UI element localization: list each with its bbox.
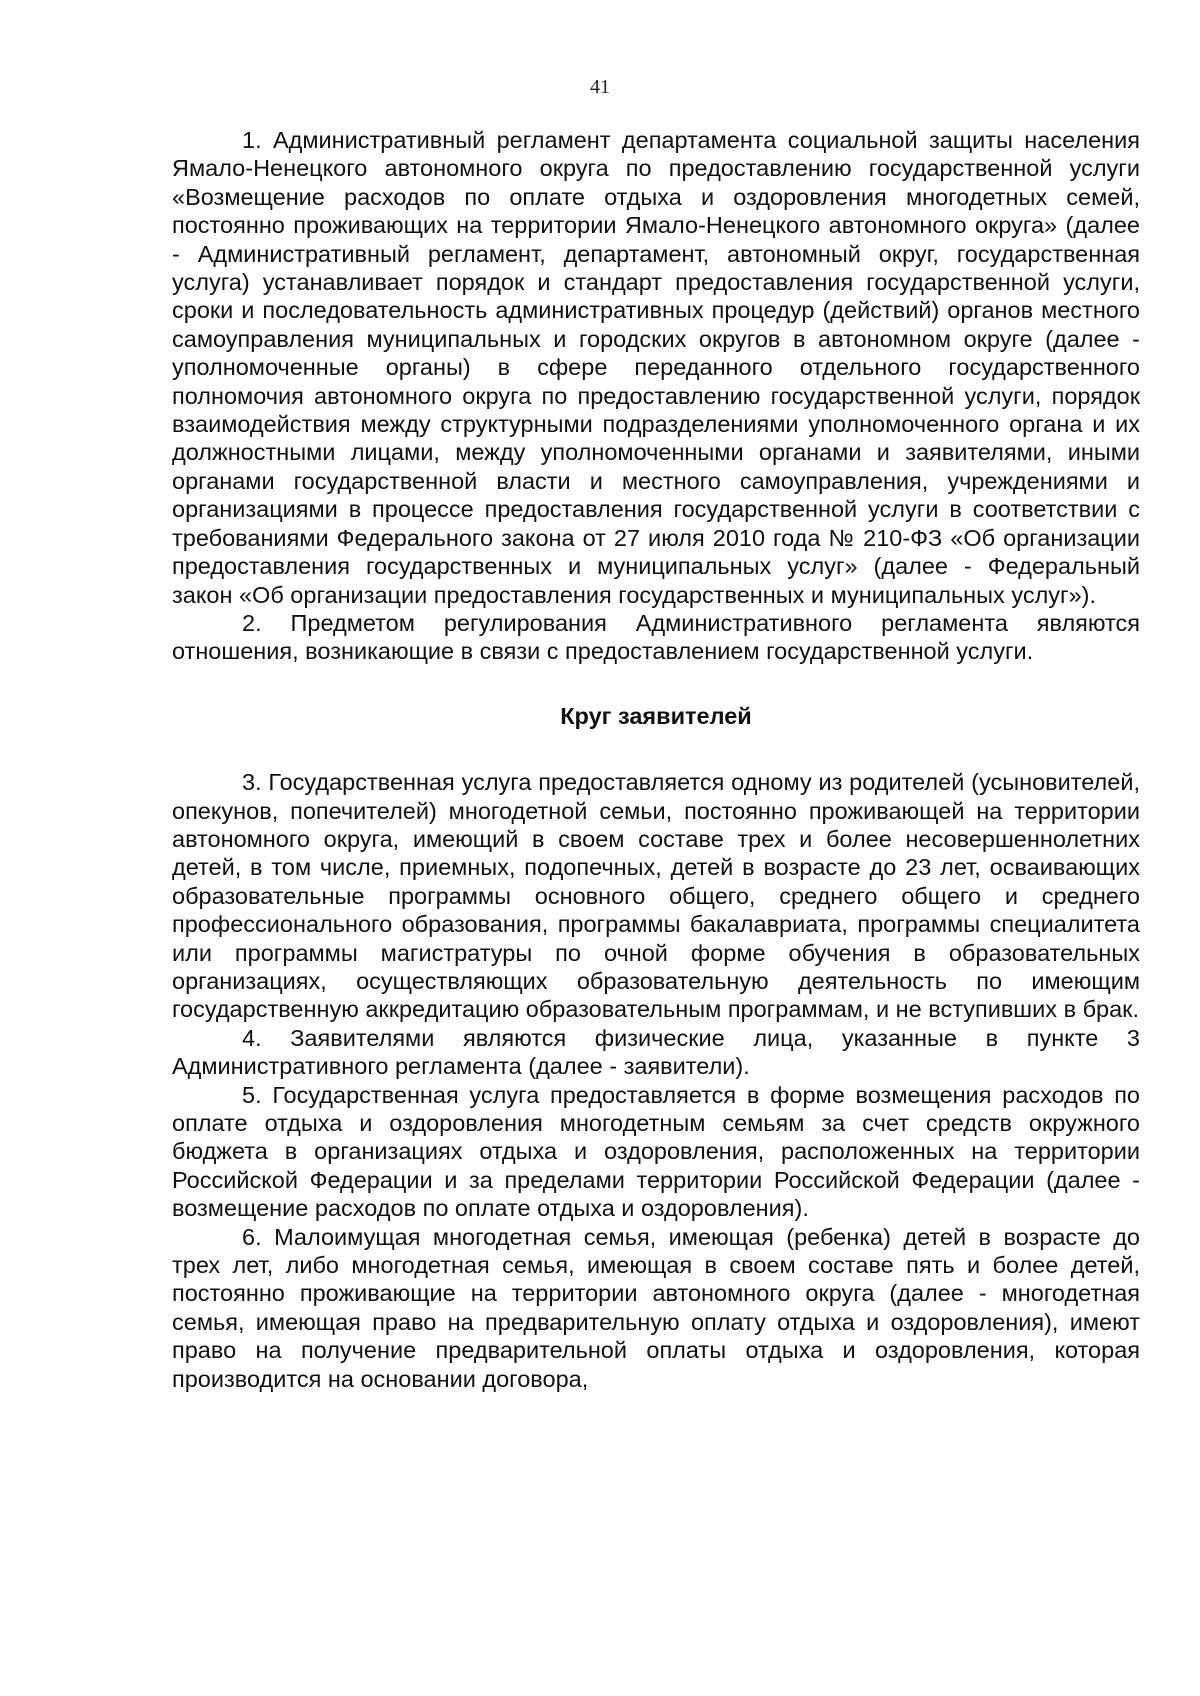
page-number: 41: [590, 76, 610, 98]
paragraph-4: 4. Заявителями являются физические лица, указанные в пункте 3 Административного регламента (далее - заявители).: [172, 1024, 1140, 1080]
spacer: [172, 666, 1140, 702]
paragraph-1: 1. Административный регламент департамента социальной защиты населения Ямало-Ненецкого автономного округа по предоставлению государственной услуги «Возмещение расходов по оплате отдыха и оздоровления многодетных семей, постоянно проживающих на территории Ямало-Ненецкого автономного округа» (далее - Административный регламент, департамент, автономный округ, государственная услуга) устанавливает порядок и стандарт предоставления государственной услуги, сроки и последовательность административных процедур (действий) органов местного самоуправления муниципальных и городских округов в автономном округе (далее - уполномоченные органы) в сфере переданного отдельного государственного полномочия автономного округа по предоставлению государственной услуги, порядок взаимодействия между структурными подразделениями уполномоченного органа и их должностными лицами, между уполномоченными органами и заявителями, иными органами государственной власти и местного самоуправления, учреждениями и организациями в процессе предоставления государственной услуги в соответствии с требованиями Федерального закона от 27 июля 2010 года № 210-ФЗ «Об организации предоставления государственных и муниципальных услуг» (далее - Федеральный закон «Об организации предоставления государственных и муниципальных услуг»).: [172, 127, 1140, 608]
document-body: [172, 126, 1140, 1393]
paragraph-5: 5. Государственная услуга предоставляется в форме возмещения расходов по оплате отдыха и оздоровления многодетным семьям за счет средств окружного бюджета в организациях отдыха и оздоровления, расположенных на территории Российской Федерации и за пределами территории Российской Федерации (далее - возмещение расходов по оплате отдыха и оздоровления).: [172, 1081, 1140, 1222]
spacer: [172, 730, 1140, 768]
paragraph-2: 2. Предметом регулирования Административного регламента являются отношения, возникающие в связи с предоставлением государственной услуги.: [172, 609, 1140, 665]
paragraph-3: 3. Государственная услуга предоставляется одному из родителей (усыновителей, опекунов, попечителей) многодетной семьи, постоянно проживающей на территории автономного округа, имеющий в своем составе трех и более несовершеннолетних детей, в том числе, приемных, подопечных, детей в возрасте до 23 лет, осваивающих образовательные программы основного общего, среднего общего и среднего профессионального образования, программы бакалавриата, программы специалитета или программы магистратуры по очной форме обучения в образовательных организациях, осуществляющих образовательную деятельность по имеющим государственную аккредитацию образовательным программам, и не вступивших в брак.: [172, 769, 1140, 1023]
paragraph-6: 6. Малоимущая многодетная семья, имеющая (ребенка) детей в возрасте до трех лет, либо многодетная семья, имеющая в своем составе пять и более детей, постоянно проживающие на территории автономного округа (далее - многодетная семья, имеющая право на предварительную оплату отдыха и оздоровления), имеют право на получение предварительной оплаты отдыха и оздоровления, которая производится на основании договора,: [172, 1223, 1140, 1392]
section-heading: Круг заявителей: [560, 702, 752, 729]
